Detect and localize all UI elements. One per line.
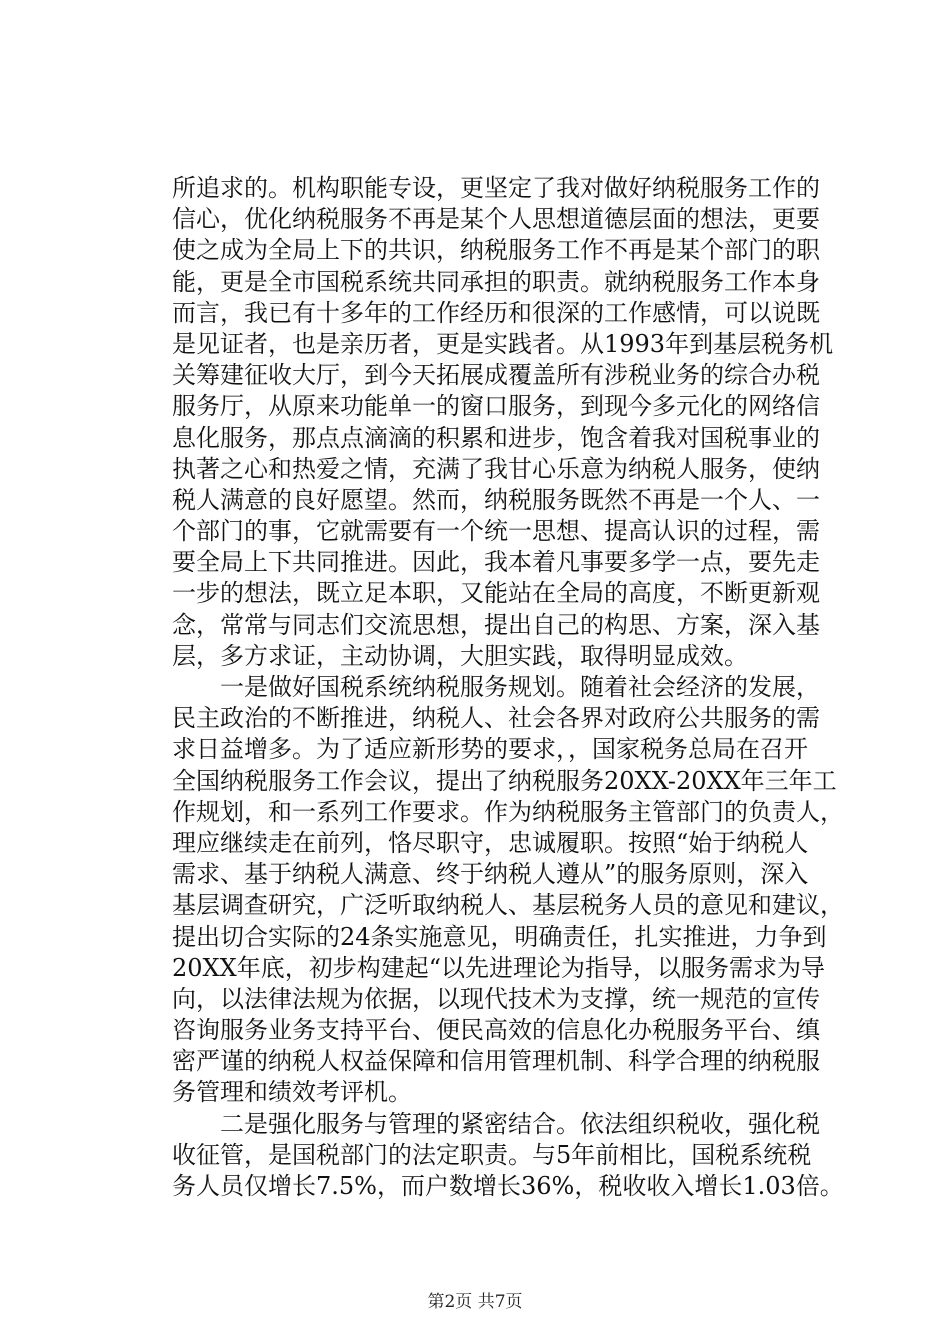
text-line: 个部门的事，它就需要有一个统一思想、提高认识的过程，需 [172,517,820,546]
text-line: 基层调查研究，广泛听取纳税人、基层税务人员的意见和建议， [172,891,844,920]
text-line: 民主政治的不断推进，纳税人、社会各界对政府公共服务的需 [172,704,820,733]
text-line: 所追求的。机构职能专设，更坚定了我对做好纳税服务工作的 [172,174,820,202]
text-line: 服务厅，从原来功能单一的窗口服务，到现今多元化的网络信 [172,392,820,421]
body-text [172,173,844,1202]
paragraph-end-line: 层，多方求证，主动协调，大胆实践，取得明显成效。 [172,641,748,670]
text-line: 执著之心和热爱之情，充满了我甘心乐意为纳税人服务，使纳 [172,454,820,483]
text-line: 能，更是全市国税系统共同承担的职责。就纳税服务工作本身 [172,267,820,296]
text-line: 一步的想法，既立足本职，又能站在全局的高度，不断更新观 [172,579,820,608]
text-line: 而言，我已有十多年的工作经历和很深的工作感情，可以说既 [172,298,820,327]
text-line: 咨询服务业务支持平台、便民高效的信息化办税服务平台、缜 [172,1016,820,1045]
text-line: 作规划，和一系列工作要求。作为纳税服务主管部门的负责人， [172,797,844,826]
text-line: 念，常常与同志们交流思想，提出自己的构思、方案，深入基 [172,610,820,639]
text-line: 使之成为全局上下的共识，纳税服务工作不再是某个部门的职 [172,236,820,265]
paragraph-start-line: 一是做好国税系统纳税服务规划。随着社会经济的发展， [220,673,820,701]
text-line: 务人员仅增长7.5%，而户数增长36%，税收收入增长1.03倍。 [172,1172,844,1200]
page-number-footer: 第2页 共7页 [427,1292,523,1312]
text-line: 是见证者，也是亲历者，更是实践者。从1993年到基层税务机 [172,329,834,358]
text-line: 全国纳税服务工作会议，提出了纳税服务20XX-20XX年三年工 [172,766,837,795]
text-line: 收征管，是国税部门的法定职责。与5年前相比，国税系统税 [172,1140,812,1169]
text-line: 要全局上下共同推进。因此，我本着凡事要多学一点，要先走 [172,548,820,577]
text-line: 向，以法律法规为依据，以现代技术为支撑，统一规范的宣传 [172,984,820,1013]
text-line: 息化服务，那点点滴滴的积累和进步，饱含着我对国税事业的 [172,423,820,452]
text-line: 20XX年底，初步构建起“以先进理论为指导，以服务需求为导 [172,953,825,982]
text-line: 信心，优化纳税服务不再是某个人思想道德层面的想法，更要 [172,205,820,234]
text-line: 求日益增多。为了适应新形势的要求，，国家税务总局在召开 [172,735,808,764]
text-line: 税人满意的良好愿望。然而，纳税服务既然不再是一个人、一 [172,485,820,514]
text-line: 理应继续走在前列，恪尽职守，忠诚履职。按照“始于纳税人 [172,828,809,857]
text-line: 密严谨的纳税人权益保障和信用管理机制、科学合理的纳税服 [172,1047,820,1076]
paragraph-end-line: 务管理和绩效考评机。 [172,1078,412,1107]
text-line: 关筹建征收大厅，到今天拓展成覆盖所有涉税业务的综合办税 [172,361,820,390]
text-line: 需求、基于纳税人满意、终于纳税人遵从”的服务原则，深入 [172,860,809,889]
paragraph-start-line: 二是强化服务与管理的紧密结合。依法组织税收，强化税 [220,1109,820,1138]
text-line: 提出切合实际的24条实施意见，明确责任，扎实推进，力争到 [172,922,827,951]
